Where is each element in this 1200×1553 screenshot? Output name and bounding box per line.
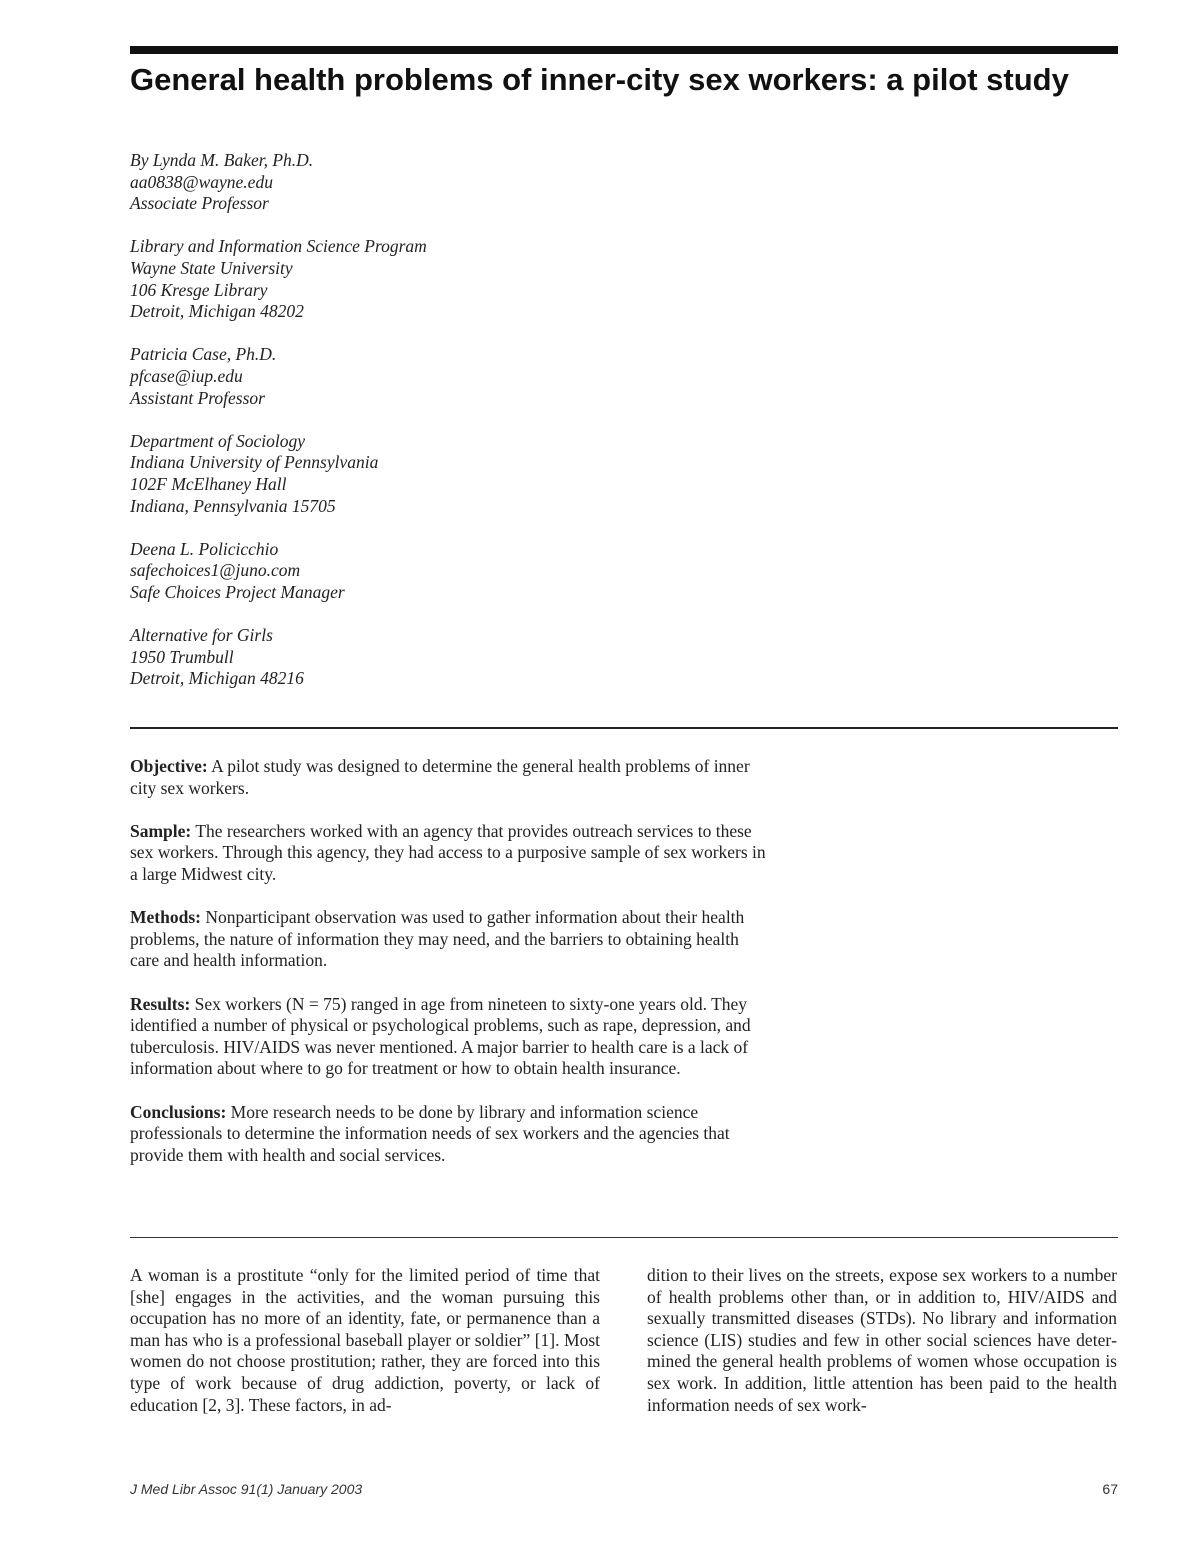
affiliation-line: Indiana University of Pennsylvania [130, 452, 379, 473]
section-divider [130, 1237, 1118, 1238]
affiliation-line: Wayne State University [130, 257, 293, 278]
abstract-conclusions [130, 1102, 770, 1167]
abstract-results [130, 994, 770, 1080]
abstract-heading: Sample: [130, 820, 192, 841]
affiliation-line: Department of Sociology [130, 430, 305, 451]
affiliation-block [130, 625, 830, 690]
page-number: 67 [1102, 1481, 1118, 1497]
abstract-heading: Objective: [130, 756, 208, 776]
affiliation-line: 102F McElhaney Hall [130, 473, 287, 494]
abstract-text: Sex workers (N = 75) ranged in age from nineteen to sixty-one years old. They identified a number of physical or psychological problems, such as rape, depression, and tuberculosis. HIV/AIDS was never mentioned. A major barrier to health care is a lack of information about where to go for treatment or how to obtain health insurance. [130, 993, 751, 1079]
abstract-sample [130, 821, 770, 886]
affiliation-block [130, 236, 830, 322]
affiliation-line: Library and Information Science Program [130, 236, 427, 257]
affiliation-line: 106 Kresge Library [130, 279, 268, 300]
author-name: By Lynda M. Baker, Ph.D. [130, 150, 314, 170]
affiliation-line: 1950 Trumbull [130, 646, 234, 667]
journal-citation: J Med Libr Assoc 91(1) January 2003 [130, 1481, 363, 1497]
abstract-text: The researchers worked with an agency that provides outreach services to these sex workers. Through this agency, they had access to a purposive sample of sex workers in a large Midwest city. [130, 820, 766, 884]
affiliation-line: Detroit, Michigan 48216 [130, 668, 304, 689]
body-column-left: A woman is a prostitute “only for the limited period of time that [she] engages in the activities, and the woman pursuing this occupation has no more of an identity, fate, or permanence than a man has who is a professional baseball player or soldier” [1]. Most women do not choose prostitution; rather, they are forced into this type of work because of drug addiction, poverty, or lack of education [2, 3]. These factors, in ad- [130, 1265, 600, 1415]
author-title: Assistant Professor [130, 387, 265, 408]
abstract-text: More research needs to be done by library and information science professionals to determine the information needs of sex workers and the agencies that provide them with health and social services. [130, 1101, 730, 1165]
abstract-methods [130, 907, 770, 972]
author-email: pfcase@iup.edu [130, 365, 243, 386]
affiliation-block [130, 150, 830, 215]
affiliation-block [130, 344, 830, 409]
abstract-objective [130, 756, 770, 799]
author-title: Safe Choices Project Manager [130, 581, 345, 602]
author-affiliations [130, 150, 830, 711]
abstract-text: A pilot study was designed to determine the general health problems of inner city sex workers. [130, 756, 750, 798]
top-rule [130, 46, 1118, 54]
article-title: General health problems of inner-city sex workers: a pilot study [130, 62, 1069, 97]
section-divider [130, 727, 1118, 729]
affiliation-line: Indiana, Pennsylvania 15705 [130, 495, 336, 516]
affiliation-block [130, 431, 830, 517]
affiliation-block [130, 539, 830, 604]
affiliation-line: Detroit, Michigan 48202 [130, 301, 304, 322]
abstract [130, 756, 770, 1188]
author-name: Patricia Case, Ph.D. [130, 344, 277, 365]
body-column-right: dition to their lives on the streets, expose sex workers to a number of health problems other than, or in addition to, HIV/AIDS and sexually transmitted diseases (STDs). No library and information science (LIS) studies and few in other social sciences have determined the general health problems of women whose occupation is sex work. In addition, little attention has been paid to the health information needs of sex work- [647, 1265, 1117, 1415]
author-name: Deena L. Policicchio [130, 538, 279, 559]
abstract-text: Nonparticipant observation was used to gather information about their health problems, the nature of information they may need, and the barriers to obtaining health care and health information. [130, 907, 745, 971]
affiliation-line: Alternative for Girls [130, 625, 273, 646]
abstract-heading: Methods: [130, 907, 201, 928]
abstract-heading: Conclusions: [130, 1101, 227, 1122]
abstract-heading: Results: [130, 993, 191, 1014]
author-email: aa0838@wayne.edu [130, 171, 273, 192]
author-title: Associate Professor [130, 193, 269, 214]
author-email: safechoices1@juno.com [130, 560, 301, 581]
